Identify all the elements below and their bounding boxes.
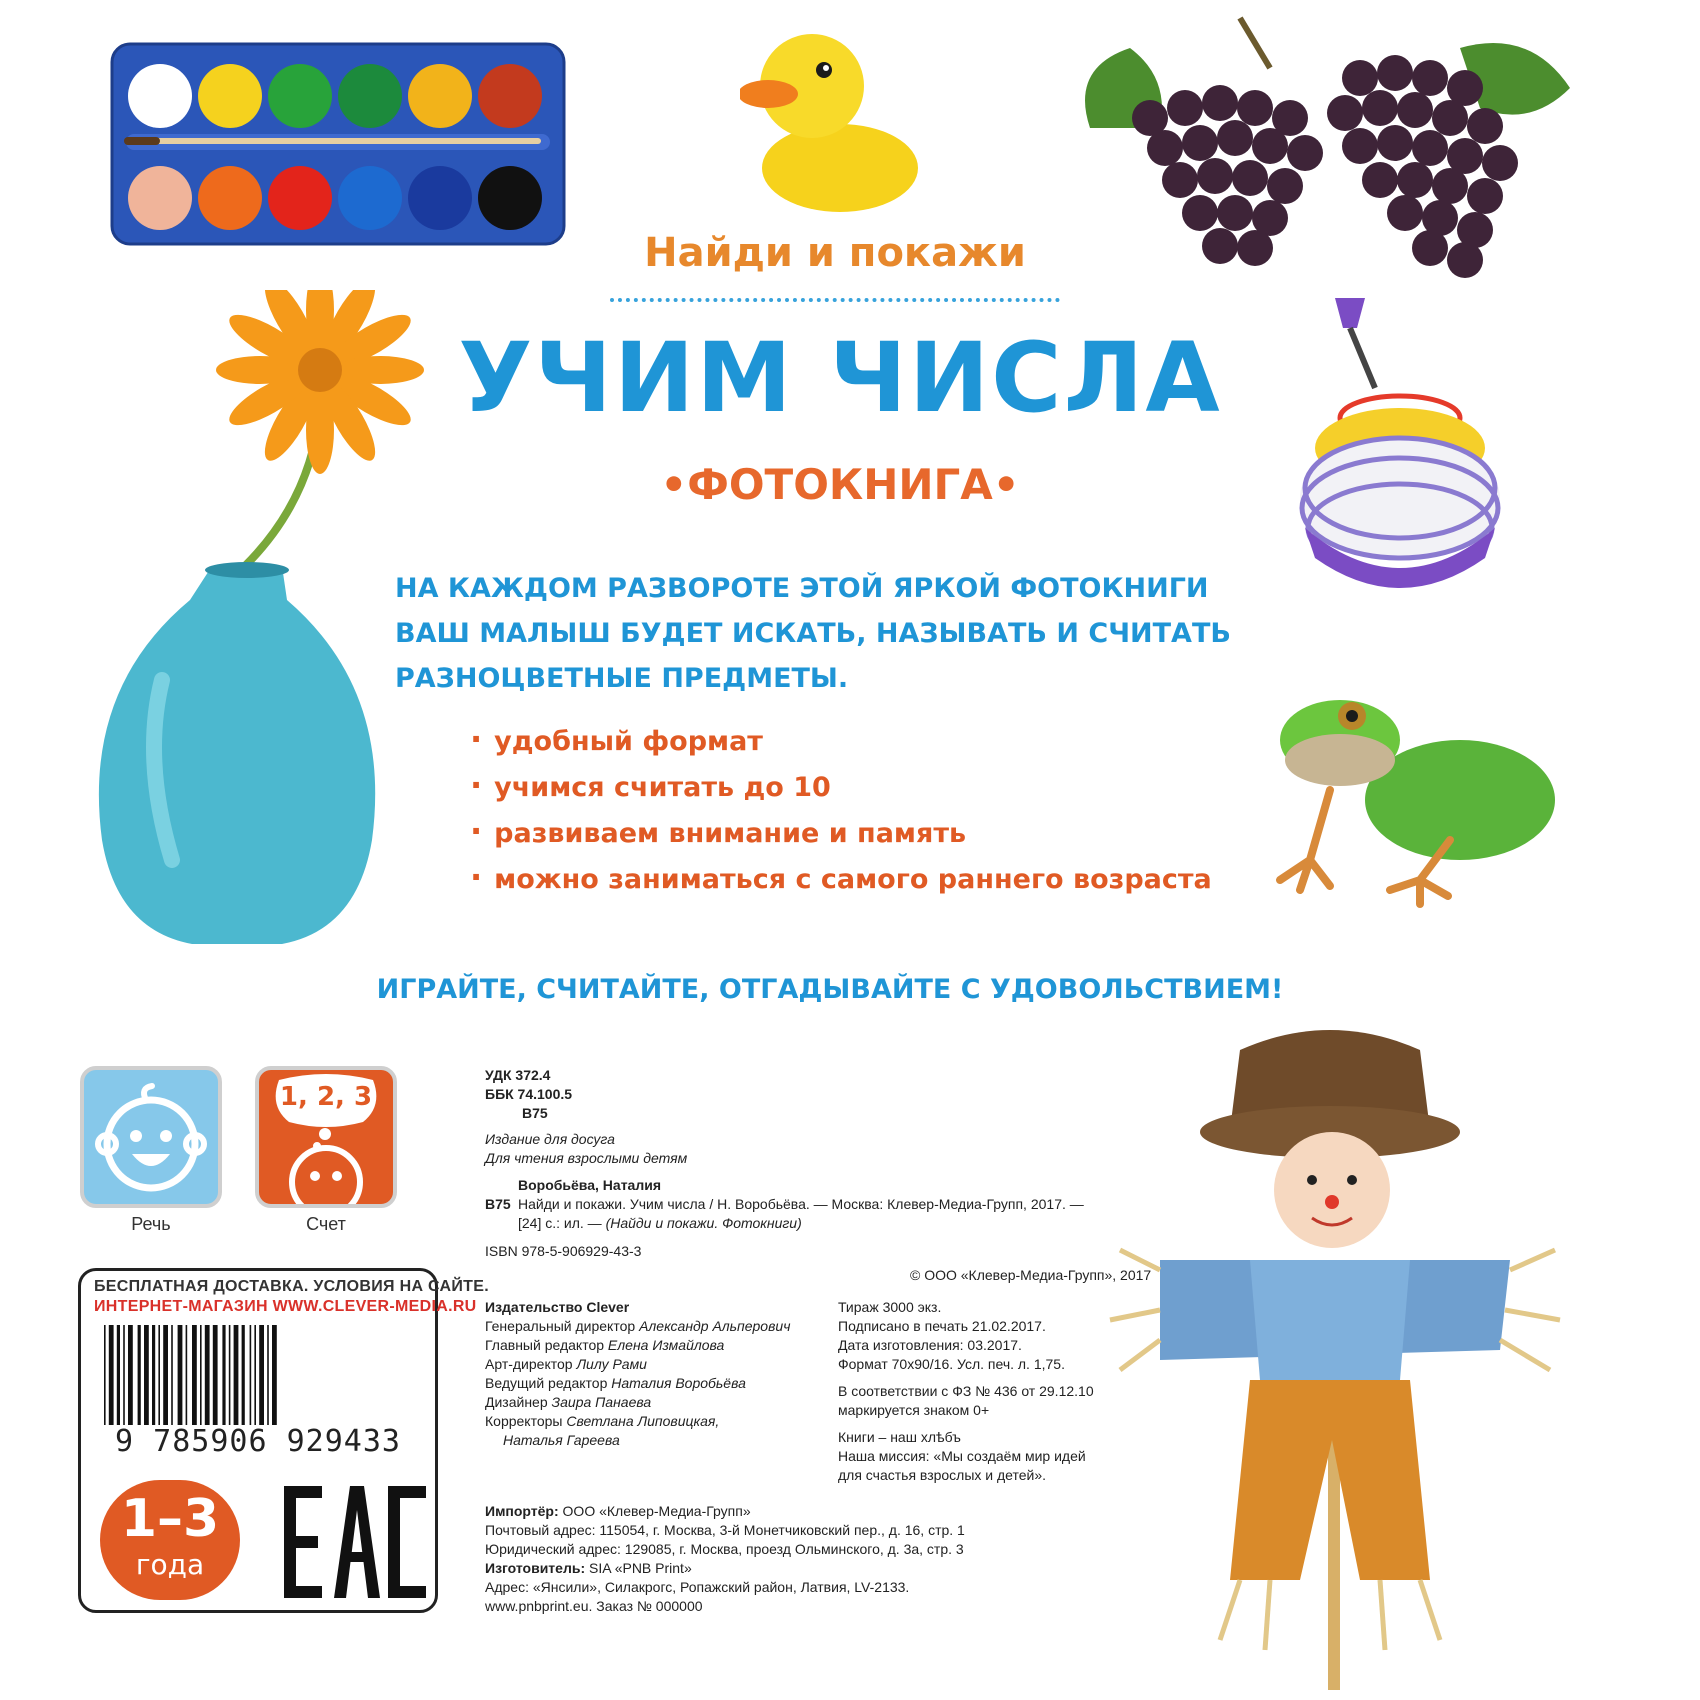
barcode-bar — [152, 1325, 155, 1425]
barcode-bar — [272, 1325, 277, 1425]
staff-row — [485, 1431, 825, 1450]
barcode-bar — [205, 1325, 210, 1425]
staff-name: Лилу Рами — [576, 1356, 647, 1372]
reading-note: Для чтения взрослыми детям — [485, 1150, 688, 1166]
barcode-bar — [138, 1325, 141, 1425]
mission-line: для счастья взрослых и детей». — [838, 1467, 1047, 1483]
intro-text — [395, 566, 1295, 701]
barcode-bar — [104, 1325, 106, 1425]
staff-row — [485, 1393, 825, 1412]
barcode-bar — [267, 1325, 269, 1425]
print-line: Подписано в печать 21.02.2017. — [838, 1318, 1046, 1334]
book-title: УЧИМ ЧИСЛА — [458, 322, 1222, 434]
paint-set-illustration — [108, 40, 568, 252]
book-subtitle: •ФОТОКНИГА• — [660, 460, 1020, 509]
grapes-illustration — [1060, 8, 1580, 298]
delivery-text: БЕСПЛАТНАЯ ДОСТАВКА. УСЛОВИЯ НА САЙТЕ. — [94, 1278, 489, 1295]
importer-legal: Юридический адрес: 129085, г. Москва, проезд Ольминского, д. 3а, стр. 3 — [485, 1541, 964, 1557]
barcode-bar — [222, 1325, 225, 1425]
intro-line: НА КАЖДОМ РАЗВОРОТЕ ЭТОЙ ЯРКОЙ ФОТОКНИГИ — [395, 573, 1209, 604]
staff-role: Арт-директор — [485, 1356, 577, 1372]
catalog-author: Воробьёва, Наталия — [518, 1177, 662, 1193]
staff-row — [485, 1317, 825, 1336]
print-line: Дата изготовления: 03.2017. — [838, 1337, 1022, 1353]
staff-role: Корректоры — [485, 1413, 567, 1429]
staff-name: Заира Панаева — [551, 1394, 652, 1410]
barcode — [100, 1325, 420, 1425]
importer-block — [485, 1502, 1085, 1616]
barcode-bar — [163, 1325, 168, 1425]
feature-item: · развиваем внимание и память — [470, 808, 1290, 854]
age-unit: года — [135, 1548, 205, 1581]
manufacturer-name: SIA «PNB Print» — [585, 1560, 692, 1576]
eac-mark-icon — [280, 1482, 430, 1602]
speech-skill-badge — [80, 1066, 222, 1208]
importer-label: Импортёр: — [485, 1503, 559, 1519]
mission-line: Наша миссия: «Мы создаём мир идей — [838, 1448, 1086, 1464]
scarecrow-illustration — [1100, 1020, 1570, 1690]
staff-role: Ведущий редактор — [485, 1375, 612, 1391]
staff-row — [485, 1412, 825, 1431]
law-line: В соответствии с ФЗ № 436 от 29.12.10 — [838, 1383, 1094, 1399]
barcode-bar — [259, 1325, 264, 1425]
print-info — [838, 1298, 1098, 1485]
staff-name: Елена Измайлова — [607, 1337, 725, 1353]
barcode-bar — [250, 1325, 252, 1425]
mission-line: Книги – наш хлѣбъ — [838, 1429, 961, 1445]
manufacturer-address: Адрес: «Янсили», Силакрогс, Ропажский район, Латвия, LV-2133. — [485, 1579, 910, 1595]
staff-block — [485, 1298, 825, 1450]
barcode-bar — [178, 1325, 183, 1425]
feature-item: · можно заниматься с самого раннего возраста — [470, 854, 1290, 900]
print-line: Формат 70х90/16. Усл. печ. л. 1,75. — [838, 1356, 1065, 1372]
age-range: 1–3 — [120, 1489, 220, 1549]
copyright: © ООО «Клевер-Медиа-Групп», 2017 — [910, 1267, 1152, 1283]
barcode-bar — [117, 1325, 120, 1425]
intro-line: ВАШ МАЛЫШ БУДЕТ ИСКАТЬ, НАЗЫВАТЬ И СЧИТАТЬ — [395, 618, 1231, 649]
store-text: ИНТЕРНЕТ-МАГАЗИН WWW.CLEVER-MEDIA.RU — [94, 1298, 477, 1315]
barcode-bar — [123, 1325, 125, 1425]
manufacturer-line — [485, 1559, 1085, 1578]
barcode-bar — [242, 1325, 245, 1425]
importer-line — [485, 1502, 1085, 1521]
frog-illustration — [1270, 660, 1570, 910]
staff-name: Светлана Липовицкая, — [566, 1413, 720, 1429]
staff-role: Главный редактор — [485, 1337, 608, 1353]
staff-row — [485, 1355, 825, 1374]
barcode-digits: 9 785906 929433 — [115, 1424, 401, 1459]
catalog-entry-cont — [518, 1214, 802, 1233]
barcode-bar — [186, 1325, 188, 1425]
barcode-bar — [213, 1325, 218, 1425]
series-reference: (Найди и покажи. Фотокниги) — [605, 1215, 802, 1231]
gerbera-flower-illustration — [200, 290, 440, 590]
staff-row — [485, 1374, 825, 1393]
age-rating-badge — [100, 1480, 240, 1600]
vase-illustration — [72, 560, 402, 950]
counting-skill-label: Счет — [306, 1214, 346, 1234]
barcode-bar — [192, 1325, 197, 1425]
barcode-bar — [200, 1325, 202, 1425]
edition-note: Издание для досуга — [485, 1131, 615, 1147]
baby-face-icon — [84, 1070, 218, 1204]
author-mark: В75 — [522, 1105, 548, 1121]
counting-badge-text: 1, 2, 3 — [279, 1082, 373, 1112]
catalog-entry-code: В75 — [485, 1196, 511, 1212]
series-title: Найди и покажи — [644, 230, 1026, 276]
rubber-duck-illustration — [740, 18, 920, 218]
print-line: Тираж 3000 экз. — [838, 1299, 942, 1315]
staff-name: Наталья Гареева — [503, 1432, 620, 1448]
barcode-bar — [128, 1325, 133, 1425]
feature-item: · учимся считать до 10 — [470, 762, 1290, 808]
barcode-bar — [158, 1325, 160, 1425]
publisher-name: Издательство Clever — [485, 1299, 630, 1315]
speech-skill-label: Речь — [131, 1214, 171, 1234]
barcode-bar — [254, 1325, 256, 1425]
barcode-bar — [171, 1325, 173, 1425]
counting-skill-badge — [255, 1066, 397, 1208]
staff-role: Дизайнер — [485, 1394, 552, 1410]
barcode-bar — [109, 1325, 114, 1425]
importer-name: ООО «Клевер-Медиа-Групп» — [558, 1503, 751, 1519]
spinning-top-illustration — [1295, 288, 1505, 608]
importer-postal: Почтовый адрес: 115054, г. Москва, 3-й Монетчиковский пер., д. 16, стр. 1 — [485, 1522, 965, 1538]
law-line: маркируется знаком 0+ — [838, 1402, 990, 1418]
udk-code: УДК 372.4 — [485, 1067, 551, 1083]
catalog-entry: Найди и покажи. Учим числа / Н. Воробьёва. — Москва: Клевер-Медиа-Групп, 2017. — — [518, 1196, 1084, 1212]
staff-name: Наталия Воробьёва — [611, 1375, 746, 1391]
feature-item: · удобный формат — [470, 716, 1290, 762]
barcode-bar — [234, 1325, 239, 1425]
staff-name: Александр Альперович — [639, 1318, 791, 1334]
pages-illustrations: [24] с.: ил. — — [518, 1215, 606, 1231]
isbn: ISBN 978-5-906929-43-3 — [485, 1243, 642, 1259]
intro-line: РАЗНОЦВЕТНЫЕ ПРЕДМЕТЫ. — [395, 663, 849, 694]
manufacturer-label: Изготовитель: — [485, 1560, 586, 1576]
dotted-divider — [610, 298, 1060, 302]
slogan: ИГРАЙТЕ, СЧИТАЙТЕ, ОТГАДЫВАЙТЕ С УДОВОЛЬСТВИЕМ! — [376, 974, 1284, 1005]
staff-row — [485, 1336, 825, 1355]
feature-list — [470, 716, 1290, 900]
staff-role: Генеральный директор — [485, 1318, 640, 1334]
bbk-code: ББК 74.100.5 — [485, 1086, 573, 1102]
barcode-bar — [144, 1325, 149, 1425]
manufacturer-order: www.pnbprint.eu. Заказ № 000000 — [485, 1598, 703, 1614]
barcode-bar — [229, 1325, 231, 1425]
